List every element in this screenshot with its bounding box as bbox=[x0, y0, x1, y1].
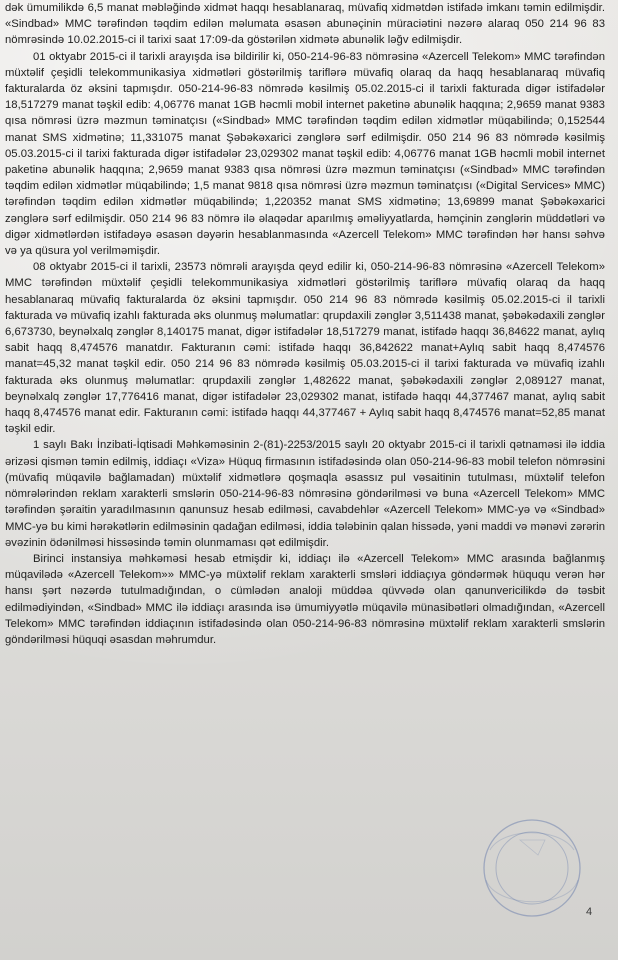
paragraph-08-oktyabr-arayis: 08 oktyabr 2015-ci il tarixli, 23573 nömrəli arayışda qeyd edilir ki, 050-214-96-83 nömrəsinə «Azercell Telekom» MMC tərəfindən müxtəlif çeşidli telekommunikasiya xidmətləri göstərilmiş tariflərə müvafiq olaraq da haqq hesablanaraq müvafiq fakturalarda öz əksini tapmışdır. 050 214 96 83 nömrədə kəsilmiş 05.02.2015-ci il tarixli fakturada və müvafiq izahlı fakturada əks olunmuş məlumatlar: qrupdaxili zənglər 3,511438 manat, şəbəkədaxili zənglər 6,673730, beynəlxalq zənglər 8,140175 manat, digər istifadələr 18,517279 manat, istifadə haqqı 36,84622 manat, aylıq sabit haqq 8,474576 manatdır. Fakturanın cəmi: istifadə haqqı 36,842622 manat+Aylıq sabit haqq 8,474576 manat=45,32 manat təşkil edir. 050 214 96 83 nömrədə kəsilmiş 05.03.2015-ci il tarixi fakturada və müvafiq izahlı fakturada əks olunmuş məlumatlar: qrupdaxili zənglər 1,482622 manat, şəbəkədaxili zənglər 2,089127 manat, beynəlxalq zənglər 17,776416 manat, digər istifadələr 23,029302 manat, istifadə haqqı 44,377467 manat, aylıq sabit haqq 8,474576 manat edir. Fakturanın cəmi: istifadə haqqı 44,377467 + Aylıq sabit haqq 8,474576 manat=52,85 manat təşkil edir. bbox=[5, 261, 605, 436]
paragraph-court-decision: 1 saylı Bakı İnzibati-İqtisadi Məhkəməsinin 2-(81)-2253/2015 saylı 20 oktyabr 2015-ci il tarixli qətnaməsi ilə iddia ərizəsi qismən təmin edilmiş, iddiaçı «Viza» Hüquq firmasının istifadəsində olan 050-214-96-83 mobil telefon nömrəsini (müvafiq müqavilə bağlamadan) müxtəlif xidmətlərə qoşmaqla əsassız pul vəsaitinin tutulması, müxtəlif telefon nömrələrindən reklam xarakterli smslərin 050-214-96-83 nömrəsinə göndərilməsi və buna «Azercell Telekom» MMC tərəfindən şəraitin yaradılmasının qanunsuz hesab edilməsi, cavabdehlər «Azercell Telekom» MMC-yə və «Sindbad» MMC-yə bu kimi hərəkətlərin edilməsinin qadağan edilməsi, iddia tələbinin qalan hissədə, yəni maddi və mənəvi zərərin əvəzinin ödənilməsi hissəsində təmin olunmaması qət edilmişdir. bbox=[5, 439, 605, 549]
page-number: 4 bbox=[586, 906, 593, 918]
paragraph-first-instance-reasoning: Birinci instansiya məhkəməsi hesab etmişdir ki, iddiaçı ilə «Azercell Telekom» MMC arasında bağlanmış müqavilədə «Azercell Telekom»» MMC-yə müxtəlif reklam xarakterli smsləri iddiaçıya göndərmək hüququ verən hər hansı şərt nəzərdə tutulmadığından, o cümlədən analoji müddəa qüvvədə olan qanunvericilikdə də təsbit edilmədiyindən, «Sindbad» MMC ilə iddiaçı arasında isə ümumiyyətlə müqavilə münasibətləri olmadığından, «Azercell Telekom» MMC tərəfindən iddiaçının istifadəsində olan 050-214-96-83 nömrəsinə müxtəlif reklam xarakterli smslərin göndərilməsi hüquqi əsasdan məhrumdur. bbox=[5, 552, 605, 646]
paragraph-01-oktyabr-arayis: 01 oktyabr 2015-ci il tarixli arayışda isə bildirilir ki, 050-214-96-83 nömrəsinə «Azercell Telekom» MMC tərəfindən müxtəlif çeşidli telekommunikasiya xidmətləri göstərilmiş tariflərə müvafiq olaraq da haqq hesablanaraq müvafiq fakturalarda öz əksini tapmışdır. 050-214-96-83 nömrədə kəsilmiş 05.02.2015-ci il tarixli fakturada digər istifadələr 18,517279 manat təşkil edib: 4,06776 manat 1GB həcmli mobil internet paketinə abunəlik haqqına; 2,9659 manat 9383 qısa nömrəsi üzrə məzmun təminatçısı («Sindbad» MMC tərəfindən təqdim edilən xidmətlər müqabilində; 0,152544 manat SMS xidmətinə; 11,331075 manat Şəbəkəxarici zənglərə sərf edilmişdir. 050 214 96 83 nömrədə kəsilmiş 05.03.2015-ci il tarixi fakturada digər istifadələr 23,029302 manat təşkil edib: 4,06776 manat 1GB həcmli mobil internet paketinə abunəlik haqqına; 2,9659 manat 9383 qısa nömrəsi üzrə məzmun təminatçısı («Sindbad» MMC tərəfindən təqdim edilən xidmətlər müqabilində; 1,5 manat 9818 qısa nömrəsi üzrə məzmun təminatçısı («Digital Services» MMC) tərəfindən təqdim edilən xidmətlər müqabilində; 1,220352 manat SMS xidmətinə; 13,69899 manat Şəbəkəxarici zənglərə sərf edilmişdir. 050 214 96 83 nömrə ilə əlaqədar aparılmış əməliyyatlarda, həmçinin zənglərin müddətləri və digər xidmətlərdən istifadəyə əsasən dəyərin hesablanmasında «Azercell Telekom» MMC tərəfindən hər hansı səhvə və ya qüsura yol verilməmişdir. bbox=[5, 50, 605, 258]
document-body bbox=[5, 0, 605, 648]
paragraph-continuation: dək ümumilikdə 6,5 manat məbləğində xidmət haqqı hesablanaraq, müvafiq xidmətdən istifadə imkanı təmin edilmişdir. «Sindbad» MMC tərəfindən təqdim edilən məlumata əsasən abunəçinin müraciətini nəzərə alaraq 050 214 96 83 nömrəsində 10.02.2015-ci il tarixi saat 17:09-da göstərilən xidmətə abunəlik ləğv edilmişdir. bbox=[5, 2, 605, 47]
court-seal-stamp bbox=[440, 810, 593, 920]
